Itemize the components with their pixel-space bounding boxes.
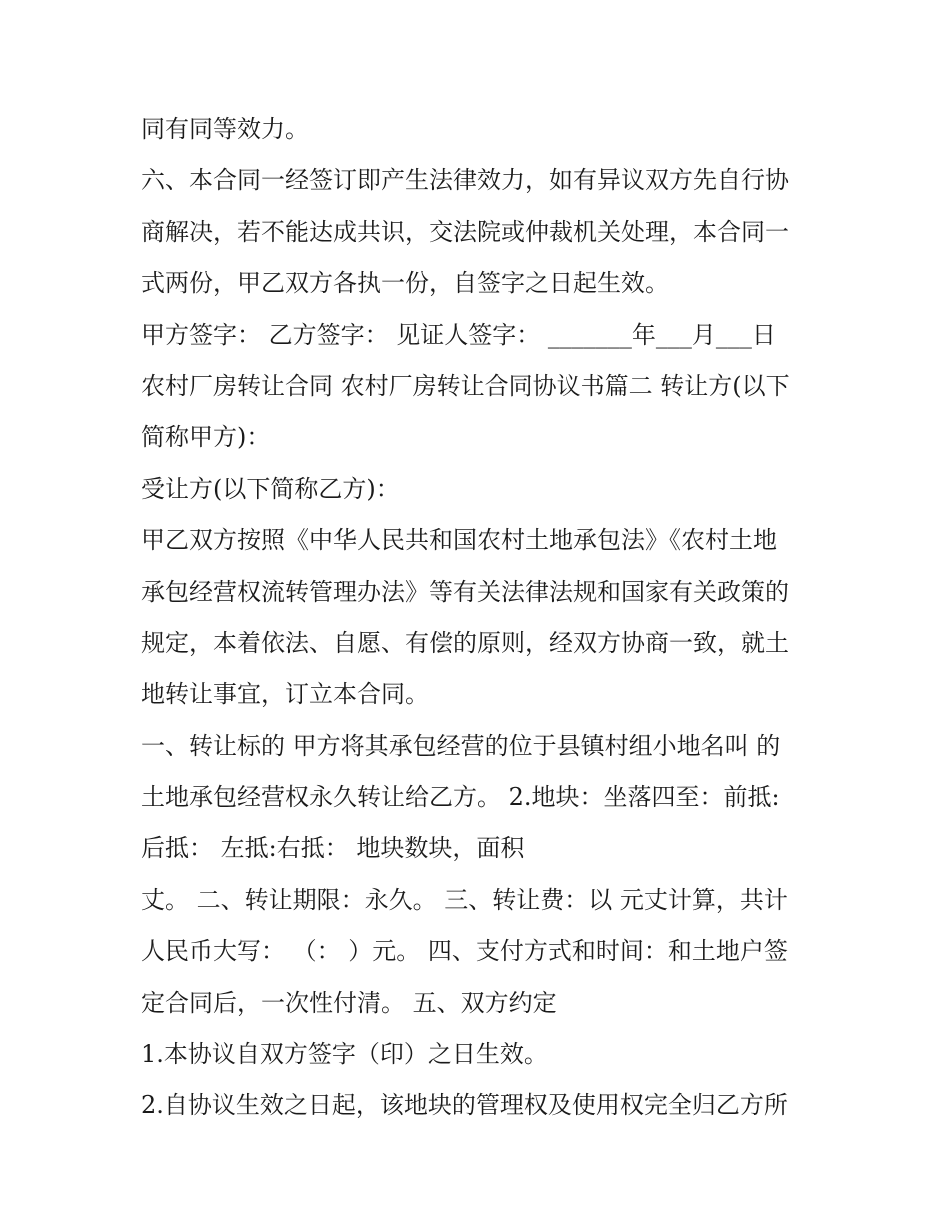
text-line: 简称甲方)： [141,423,271,452]
text-line: 一、转让标的 甲方将其承包经营的位于县镇村组小地名叫 的 [141,731,781,760]
text-line: 2.自协议生效之日起，该地块的管理权及使用权完全归乙方所 [141,1091,788,1120]
text-line: 商解决，若不能达成共识，交法院或仲裁机关处理，本合同一 [141,217,789,246]
text-line: 式两份，甲乙双方各执一份，自签字之日起生效。 [141,269,669,298]
text-line: 人民币大写： （： ）元。 四、支付方式和时间：和土地户签 [141,937,788,966]
signature-line: 甲方签字： 乙方签字： 见证人签字： _______年___月___日 [141,320,776,349]
text-line: 受让方(以下简称乙方)： [141,474,400,503]
text-line: 规定，本着依法、自愿、有偿的原则，经双方协商一致，就土 [141,628,789,657]
section-heading-line: 农村厂房转让合同 农村厂房转让合同协议书篇二 转让方(以下 [141,371,790,400]
text-line: 六、本合同一经签订即产生法律效力，如有异议双方先自行协 [141,166,789,195]
text-line: 承包经营权流转管理办法》等有关法律法规和国家有关政策的 [141,577,789,606]
text-line: 同有同等效力。 [141,115,309,143]
text-line: 丈。 二、转让期限：永久。 三、转让费：以 元丈计算，共计 [141,885,788,914]
text-line: 定合同后，一次性付清。 五、双方约定 [141,988,557,1017]
text-line: 1.本协议自双方签字（印）之日生效。 [141,1040,548,1069]
document-body [141,104,821,1132]
text-line: 地转让事宜，订立本合同。 [141,680,429,709]
text-line: 土地承包经营权永久转让给乙方。 2.地块：坐落四至：前抵: [141,783,780,812]
text-line: 甲乙双方按照《中华人民共和国农村土地承包法》《农村土地 [141,526,777,555]
text-line: 后抵： 左抵:右抵： 地块数块，面积 [141,834,525,863]
